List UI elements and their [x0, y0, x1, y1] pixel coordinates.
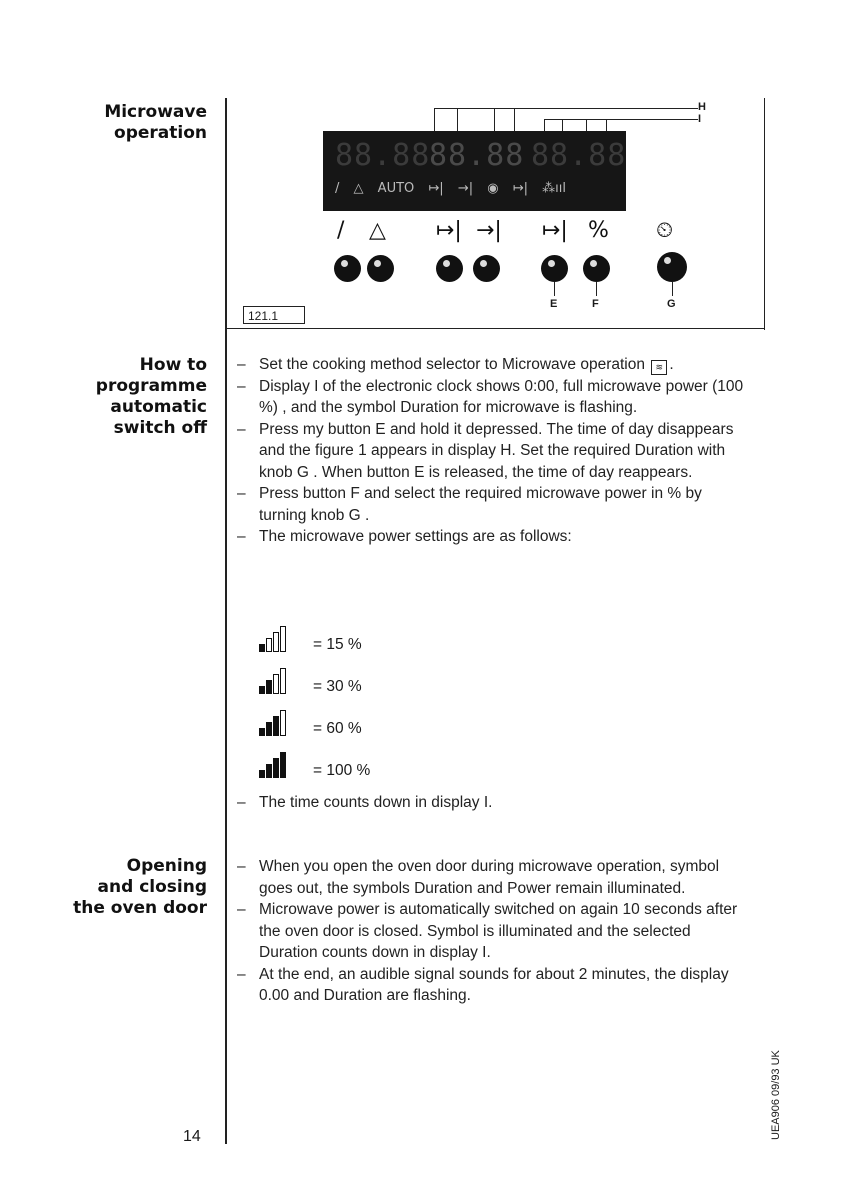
label-f: F — [592, 298, 599, 310]
label-g: G — [667, 298, 676, 310]
end-time-symbol-icon: →| — [476, 218, 502, 243]
microwave-icon: ◉ — [487, 181, 499, 196]
door-item: – At the end, an audible signal sounds for about 2 minutes, the display 0.00 and Duration are flashing. — [237, 964, 749, 1007]
display-group-2: 88.88 — [429, 138, 525, 173]
power-row-60: = 60 % — [259, 710, 287, 736]
button-alarm[interactable] — [367, 255, 394, 282]
duration-symbol-icon: ↦| — [436, 218, 462, 243]
bell-symbol-icon: △ — [369, 218, 386, 243]
heat-indicator-icon: / — [335, 181, 340, 196]
callout-i: I — [698, 113, 702, 125]
power-row-30: = 30 % — [259, 668, 287, 694]
microwave-duration-icon: ↦| — [512, 181, 529, 196]
heading-how-to-programme: How to programme automatic switch off — [95, 355, 207, 438]
microwave-duration-symbol-icon: ↦| — [542, 218, 568, 243]
auto-label: AUTO — [377, 181, 415, 196]
clock-symbol-icon: ⏲ — [656, 218, 674, 243]
instruction-item: – Display I of the electronic clock shows 0:00, full microwave power (100 %) , and the symbol Duration for microwave is flashing. — [237, 376, 749, 419]
button-f[interactable] — [583, 255, 610, 282]
display-symbol-row — [335, 181, 576, 196]
button-duration[interactable] — [436, 255, 463, 282]
page-number: 14 — [183, 1128, 201, 1145]
instruction-item: – The microwave power settings are as follows: — [237, 526, 749, 548]
callout-h: H — [698, 101, 706, 113]
left-rule — [225, 98, 227, 1144]
figure-label: 121.1 — [243, 306, 305, 324]
panel-bottom-rule — [227, 328, 765, 329]
label-e: E — [550, 298, 558, 310]
heading-microwave-operation: Microwave operation — [104, 102, 207, 143]
instruction-item: – Press button F and select the required microwave power in % by turning knob G . — [237, 483, 749, 526]
display-group-3: 88.88 — [531, 138, 627, 173]
power-row-15: = 15 % — [259, 626, 287, 652]
heat-symbol-icon: / — [337, 218, 345, 243]
power-bars-icon: ⁂ııl — [542, 181, 566, 196]
programming-instructions — [237, 354, 749, 548]
end-time-icon: →| — [457, 181, 474, 196]
bell-icon: △ — [353, 181, 364, 196]
door-instructions — [237, 856, 749, 1007]
percent-symbol-icon: % — [588, 218, 609, 243]
button-heat[interactable] — [334, 255, 361, 282]
display-group-1: 88.88 — [335, 138, 431, 173]
duration-icon: ↦| — [428, 181, 444, 196]
button-e[interactable] — [541, 255, 568, 282]
heading-opening-closing: Opening and closing the oven door — [73, 856, 207, 918]
door-item: – When you open the oven door during microwave operation, symbol goes out, the symbols Duration and Power remain illuminated. — [237, 856, 749, 899]
countdown-note: – The time counts down in display I. — [237, 792, 749, 814]
clock-display — [323, 131, 626, 211]
instruction-item: – Press my button E and hold it depressed. The time of day disappears and the figure 1 appears in display H. Set the required Duration with knob G . When button E is released, the time of day reappears. — [237, 419, 749, 484]
right-rule — [764, 98, 765, 330]
microwave-mode-icon: ≋ — [651, 360, 667, 375]
document-code: UEA906 09/93 UK — [770, 1050, 782, 1140]
instruction-item: – Set the cooking method selector to Microwave operation ≋ . — [237, 354, 749, 376]
power-row-100: = 100 % — [259, 752, 287, 778]
knob-g[interactable] — [657, 252, 687, 282]
door-item: – Microwave power is automatically switched on again 10 seconds after the oven door is closed. Symbol is illuminated and the selected Duration counts down in display I. — [237, 899, 749, 964]
button-end-time[interactable] — [473, 255, 500, 282]
